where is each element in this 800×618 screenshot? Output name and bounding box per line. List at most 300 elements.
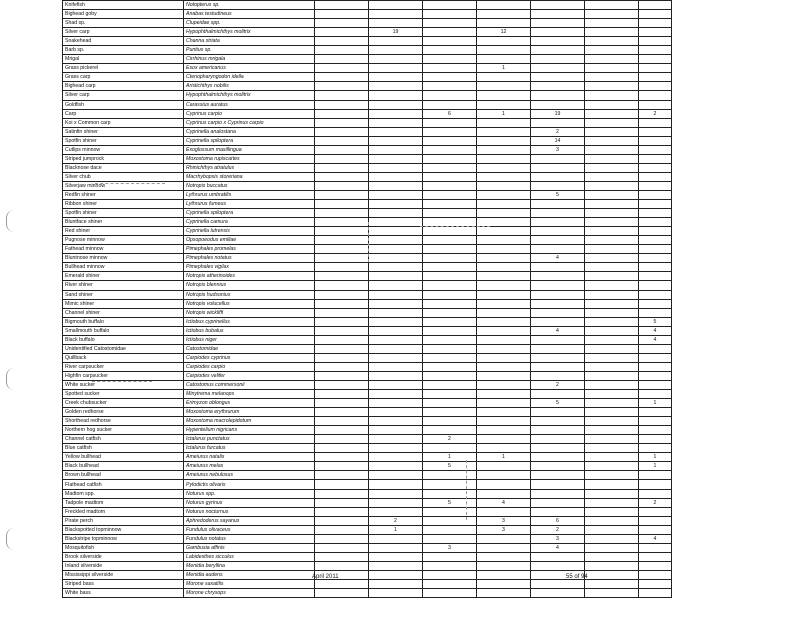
- count-cell: [477, 82, 531, 91]
- count-cell: [585, 534, 639, 543]
- count-cell: [531, 272, 585, 281]
- count-cell: [639, 344, 672, 353]
- count-cell: [369, 498, 423, 507]
- count-cell: [423, 426, 477, 435]
- common-name-cell: Freckled madtom: [63, 507, 184, 516]
- count-cell: [477, 136, 531, 145]
- count-cell: [531, 46, 585, 55]
- table-row: [63, 516, 672, 525]
- count-cell: [639, 362, 672, 371]
- count-cell: [477, 507, 531, 516]
- count-cell: [315, 19, 369, 28]
- common-name-cell: Highfin carpsucker: [63, 371, 184, 380]
- count-cell: [423, 516, 477, 525]
- scientific-name-cell: Catostomidae: [184, 344, 315, 353]
- count-cell: [585, 362, 639, 371]
- count-cell: [315, 163, 369, 172]
- count-cell: [423, 534, 477, 543]
- count-cell: [315, 37, 369, 46]
- count-cell: [369, 163, 423, 172]
- scientific-name-cell: Opsopoeodus emiliae: [184, 236, 315, 245]
- count-cell: [477, 489, 531, 498]
- count-cell: 1: [423, 453, 477, 462]
- count-cell: [315, 190, 369, 199]
- count-cell: 4: [477, 498, 531, 507]
- count-cell: [315, 534, 369, 543]
- scientific-name-cell: Hypophthalmichthys molitrix: [184, 28, 315, 37]
- count-cell: [315, 281, 369, 290]
- count-cell: [477, 426, 531, 435]
- count-cell: [477, 543, 531, 552]
- count-cell: [369, 507, 423, 516]
- count-cell: [585, 64, 639, 73]
- table-row: [63, 435, 672, 444]
- count-cell: [315, 362, 369, 371]
- count-cell: [531, 462, 585, 471]
- count-cell: [315, 353, 369, 362]
- count-cell: [369, 10, 423, 19]
- table-row: [63, 552, 672, 561]
- count-cell: [585, 589, 639, 598]
- count-cell: [639, 408, 672, 417]
- common-name-cell: Mimic shiner: [63, 299, 184, 308]
- count-cell: [639, 163, 672, 172]
- common-name-cell: Channel shiner: [63, 308, 184, 317]
- count-cell: [369, 335, 423, 344]
- count-cell: 4: [531, 254, 585, 263]
- count-cell: [639, 480, 672, 489]
- scientific-name-cell: Catostomus commersonii: [184, 380, 315, 389]
- count-cell: [585, 380, 639, 389]
- count-cell: [315, 317, 369, 326]
- count-cell: [315, 489, 369, 498]
- common-name-cell: Inland silverside: [63, 561, 184, 570]
- count-cell: [585, 127, 639, 136]
- scientific-name-cell: Cyprinella analostana: [184, 127, 315, 136]
- count-cell: [423, 19, 477, 28]
- count-cell: [477, 100, 531, 109]
- count-cell: [585, 190, 639, 199]
- count-cell: [585, 118, 639, 127]
- scan-artifact-line: [92, 381, 152, 382]
- count-cell: [477, 570, 531, 579]
- count-cell: [639, 516, 672, 525]
- count-cell: [477, 589, 531, 598]
- count-cell: [423, 28, 477, 37]
- count-cell: [369, 362, 423, 371]
- count-cell: [369, 390, 423, 399]
- count-cell: [315, 10, 369, 19]
- count-cell: [477, 37, 531, 46]
- scientific-name-cell: Notropis volucellus: [184, 299, 315, 308]
- count-cell: 1: [477, 64, 531, 73]
- count-cell: [369, 552, 423, 561]
- count-cell: [369, 109, 423, 118]
- count-cell: [423, 64, 477, 73]
- table-row: [63, 444, 672, 453]
- count-cell: [315, 145, 369, 154]
- count-cell: [315, 380, 369, 389]
- table-row: [63, 272, 672, 281]
- count-cell: [477, 55, 531, 64]
- scientific-name-cell: Carpiodes carpio: [184, 362, 315, 371]
- count-cell: [369, 399, 423, 408]
- count-cell: [477, 10, 531, 19]
- count-cell: [369, 1, 423, 10]
- count-cell: [369, 543, 423, 552]
- count-cell: [639, 390, 672, 399]
- count-cell: [531, 218, 585, 227]
- count-cell: [639, 64, 672, 73]
- table-row: [63, 580, 672, 589]
- table-row: [63, 281, 672, 290]
- count-cell: [477, 73, 531, 82]
- count-cell: [423, 380, 477, 389]
- count-cell: [639, 489, 672, 498]
- scientific-name-cell: Pimephales vigilax: [184, 263, 315, 272]
- scientific-name-cell: Ameiurus natalis: [184, 453, 315, 462]
- count-cell: [369, 19, 423, 28]
- count-cell: [315, 326, 369, 335]
- table-row: [63, 326, 672, 335]
- footer-date: April 2011: [312, 574, 339, 580]
- count-cell: 3: [531, 145, 585, 154]
- scientific-name-cell: Carpiodes cyprinus: [184, 353, 315, 362]
- count-cell: [639, 91, 672, 100]
- count-cell: [531, 453, 585, 462]
- table-row: [63, 154, 672, 163]
- common-name-cell: Silver carp: [63, 91, 184, 100]
- count-cell: [477, 371, 531, 380]
- common-name-cell: Northern hog sucker: [63, 426, 184, 435]
- count-cell: [423, 552, 477, 561]
- count-cell: [477, 471, 531, 480]
- common-name-cell: White bass: [63, 589, 184, 598]
- count-cell: [477, 163, 531, 172]
- common-name-cell: Unidentified Catostomidae: [63, 344, 184, 353]
- scientific-name-cell: Ctenopharyngodon idella: [184, 73, 315, 82]
- scientific-name-cell: Cyprinella lutrensis: [184, 227, 315, 236]
- count-cell: [423, 190, 477, 199]
- count-cell: [369, 534, 423, 543]
- count-cell: [423, 254, 477, 263]
- count-cell: [369, 281, 423, 290]
- count-cell: [477, 263, 531, 272]
- scientific-name-cell: Fundulus olivaceus: [184, 525, 315, 534]
- count-cell: [369, 480, 423, 489]
- scientific-name-cell: Hypophthalmichthys molitrix: [184, 91, 315, 100]
- count-cell: [639, 100, 672, 109]
- count-cell: [531, 390, 585, 399]
- table-row: [63, 91, 672, 100]
- count-cell: [477, 480, 531, 489]
- count-cell: [315, 64, 369, 73]
- scientific-name-cell: Hypentelium nigricans: [184, 426, 315, 435]
- count-cell: [369, 435, 423, 444]
- count-cell: [315, 1, 369, 10]
- scientific-name-cell: Gambusia affinis: [184, 543, 315, 552]
- count-cell: [369, 118, 423, 127]
- count-cell: [315, 181, 369, 190]
- count-cell: 1: [477, 109, 531, 118]
- common-name-cell: Pirate perch: [63, 516, 184, 525]
- count-cell: [531, 498, 585, 507]
- count-cell: [585, 344, 639, 353]
- count-cell: [315, 154, 369, 163]
- count-cell: [477, 326, 531, 335]
- count-cell: 6: [423, 109, 477, 118]
- common-name-cell: Satinfin shiner: [63, 127, 184, 136]
- scientific-name-cell: Pimephales promelas: [184, 245, 315, 254]
- count-cell: 1: [639, 462, 672, 471]
- table-row: [63, 417, 672, 426]
- count-cell: [315, 561, 369, 570]
- count-cell: [315, 371, 369, 380]
- count-cell: [423, 299, 477, 308]
- count-cell: [585, 10, 639, 19]
- common-name-cell: Blue catfish: [63, 444, 184, 453]
- count-cell: [477, 190, 531, 199]
- count-cell: 19: [531, 109, 585, 118]
- scientific-name-cell: Pylodictis olivaris: [184, 480, 315, 489]
- count-cell: [315, 580, 369, 589]
- scientific-name-cell: Noturus gyrinus: [184, 498, 315, 507]
- count-cell: [585, 145, 639, 154]
- count-cell: [369, 127, 423, 136]
- count-cell: [315, 46, 369, 55]
- count-cell: [585, 19, 639, 28]
- count-cell: [477, 534, 531, 543]
- table-row: [63, 308, 672, 317]
- count-cell: [477, 227, 531, 236]
- count-cell: [423, 570, 477, 579]
- scientific-name-cell: Menidia audens: [184, 570, 315, 579]
- count-cell: [477, 344, 531, 353]
- count-cell: [423, 444, 477, 453]
- count-cell: [315, 136, 369, 145]
- count-cell: [531, 344, 585, 353]
- count-cell: [423, 317, 477, 326]
- common-name-cell: Grass pickerel: [63, 64, 184, 73]
- count-cell: [423, 417, 477, 426]
- count-cell: [477, 154, 531, 163]
- count-cell: 3: [423, 543, 477, 552]
- common-name-cell: Bluntnose minnow: [63, 254, 184, 263]
- count-cell: [369, 561, 423, 570]
- count-cell: [639, 281, 672, 290]
- scientific-name-cell: Cyprinus carpio x Cyprinus carpio: [184, 118, 315, 127]
- count-cell: [639, 380, 672, 389]
- count-cell: [369, 444, 423, 453]
- common-name-cell: Emerald shiner: [63, 272, 184, 281]
- scientific-name-cell: Aphredoderus sayanus: [184, 516, 315, 525]
- count-cell: [315, 399, 369, 408]
- count-cell: [585, 408, 639, 417]
- table-row: [63, 163, 672, 172]
- count-cell: [477, 380, 531, 389]
- count-cell: [639, 127, 672, 136]
- count-cell: [315, 236, 369, 245]
- species-table-body: [63, 1, 672, 598]
- count-cell: 5: [531, 399, 585, 408]
- count-cell: [639, 589, 672, 598]
- count-cell: [423, 73, 477, 82]
- count-cell: [639, 507, 672, 516]
- count-cell: [423, 145, 477, 154]
- scientific-name-cell: Notropis wickliffi: [184, 308, 315, 317]
- scientific-name-cell: Pimephales notatus: [184, 254, 315, 263]
- count-cell: 5: [639, 317, 672, 326]
- count-cell: [585, 28, 639, 37]
- count-cell: [369, 154, 423, 163]
- count-cell: [315, 453, 369, 462]
- common-name-cell: Spotfin shiner: [63, 209, 184, 218]
- count-cell: [531, 471, 585, 480]
- count-cell: [531, 19, 585, 28]
- count-cell: 3: [477, 525, 531, 534]
- count-cell: [585, 426, 639, 435]
- count-cell: [315, 299, 369, 308]
- count-cell: [531, 118, 585, 127]
- scientific-name-cell: Morone chrysops: [184, 589, 315, 598]
- count-cell: [423, 589, 477, 598]
- table-row: [63, 10, 672, 19]
- count-cell: [477, 172, 531, 181]
- count-cell: [639, 46, 672, 55]
- species-table: [62, 0, 672, 598]
- count-cell: 1: [477, 453, 531, 462]
- count-cell: [315, 200, 369, 209]
- count-cell: [531, 163, 585, 172]
- count-cell: [585, 335, 639, 344]
- count-cell: 1: [369, 525, 423, 534]
- count-cell: 5: [531, 190, 585, 199]
- table-row: [63, 127, 672, 136]
- common-name-cell: Cutlips minnow: [63, 145, 184, 154]
- scientific-name-cell: Noturus spp.: [184, 489, 315, 498]
- table-row: [63, 109, 672, 118]
- table-row: [63, 462, 672, 471]
- count-cell: [315, 245, 369, 254]
- count-cell: [639, 136, 672, 145]
- count-cell: [585, 263, 639, 272]
- count-cell: [369, 136, 423, 145]
- table-row: [63, 200, 672, 209]
- count-cell: [423, 172, 477, 181]
- count-cell: [585, 46, 639, 55]
- count-cell: [369, 91, 423, 100]
- scientific-name-cell: Aristichthys nobilis: [184, 82, 315, 91]
- count-cell: [585, 525, 639, 534]
- count-cell: [423, 37, 477, 46]
- count-cell: [585, 218, 639, 227]
- count-cell: [477, 462, 531, 471]
- count-cell: [639, 19, 672, 28]
- scientific-name-cell: Cyprinella spiloptera: [184, 136, 315, 145]
- count-cell: [639, 82, 672, 91]
- count-cell: [531, 408, 585, 417]
- count-cell: [639, 525, 672, 534]
- table-row: [63, 37, 672, 46]
- count-cell: [639, 570, 672, 579]
- count-cell: [531, 82, 585, 91]
- scientific-name-cell: Carassius auratus: [184, 100, 315, 109]
- common-name-cell: Bighead goby: [63, 10, 184, 19]
- count-cell: [531, 55, 585, 64]
- count-cell: [315, 209, 369, 218]
- count-cell: [369, 37, 423, 46]
- scan-artifact-line: [466, 460, 467, 520]
- common-name-cell: River carpsucker: [63, 362, 184, 371]
- count-cell: 4: [531, 543, 585, 552]
- count-cell: [369, 471, 423, 480]
- count-cell: [315, 417, 369, 426]
- count-cell: [369, 73, 423, 82]
- count-cell: [369, 417, 423, 426]
- count-cell: 12: [477, 28, 531, 37]
- count-cell: 14: [531, 136, 585, 145]
- count-cell: [369, 317, 423, 326]
- count-cell: [477, 19, 531, 28]
- count-cell: [423, 163, 477, 172]
- count-cell: [315, 172, 369, 181]
- count-cell: [531, 317, 585, 326]
- count-cell: [585, 561, 639, 570]
- count-cell: [423, 136, 477, 145]
- count-cell: [315, 480, 369, 489]
- scientific-name-cell: Cyprinella spiloptera: [184, 209, 315, 218]
- margin-bracket-mark: [6, 528, 17, 550]
- table-row: [63, 299, 672, 308]
- count-cell: [585, 73, 639, 82]
- table-row: [63, 507, 672, 516]
- count-cell: [585, 543, 639, 552]
- count-cell: [585, 109, 639, 118]
- count-cell: [477, 417, 531, 426]
- count-cell: [531, 64, 585, 73]
- count-cell: [531, 335, 585, 344]
- count-cell: [315, 218, 369, 227]
- count-cell: [369, 145, 423, 154]
- common-name-cell: Spotted sucker: [63, 390, 184, 399]
- table-row: [63, 371, 672, 380]
- count-cell: [531, 552, 585, 561]
- count-cell: [369, 272, 423, 281]
- count-cell: [639, 353, 672, 362]
- count-cell: [369, 308, 423, 317]
- table-row: [63, 172, 672, 181]
- scientific-name-cell: Moxostoma rupiscartes: [184, 154, 315, 163]
- count-cell: [423, 335, 477, 344]
- count-cell: [639, 227, 672, 236]
- count-cell: [585, 417, 639, 426]
- count-cell: [369, 263, 423, 272]
- count-cell: [531, 308, 585, 317]
- count-cell: [315, 127, 369, 136]
- common-name-cell: Channel catfish: [63, 435, 184, 444]
- table-row: [63, 218, 672, 227]
- table-row: [63, 335, 672, 344]
- count-cell: [477, 254, 531, 263]
- count-cell: 2: [369, 516, 423, 525]
- count-cell: [531, 426, 585, 435]
- common-name-cell: Koi x Common carp: [63, 118, 184, 127]
- scientific-name-cell: Labidesthes sicculus: [184, 552, 315, 561]
- count-cell: [477, 281, 531, 290]
- count-cell: [531, 281, 585, 290]
- count-cell: [369, 218, 423, 227]
- count-cell: [315, 552, 369, 561]
